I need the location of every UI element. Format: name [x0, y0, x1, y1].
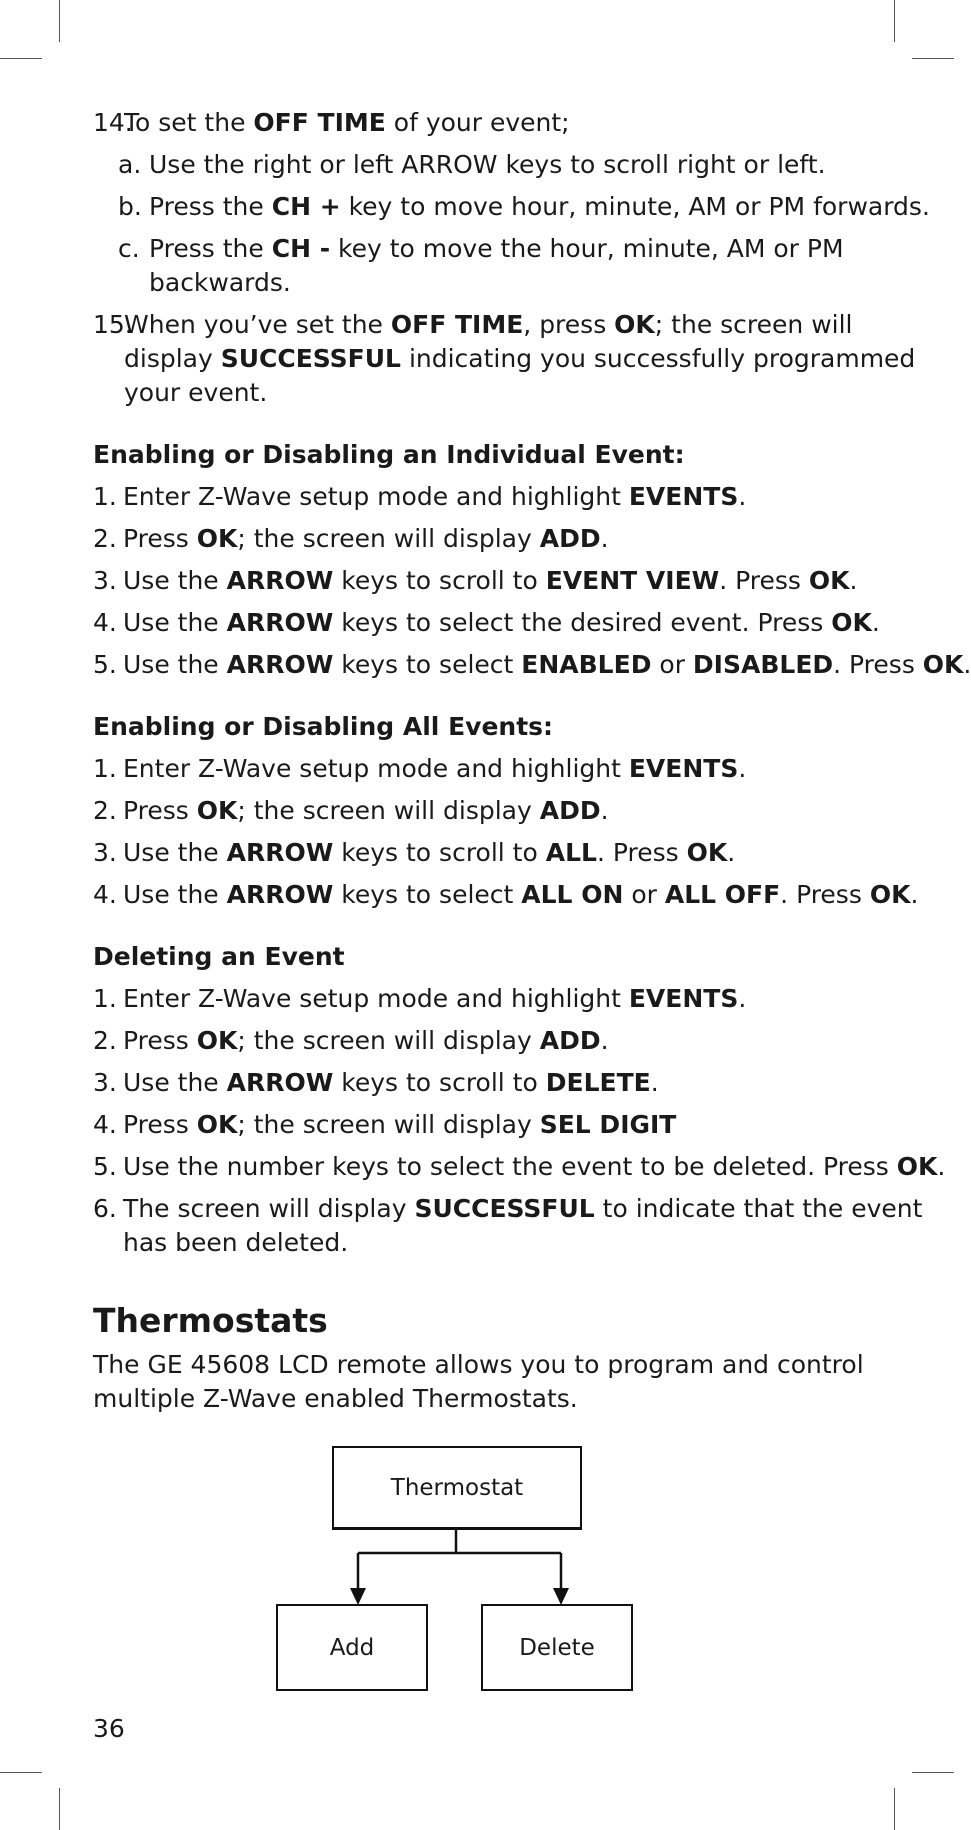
step-14b: b. Press the CH + key to move hour, minute, AM or PM forwards.: [118, 192, 930, 221]
step-14a: a. Use the right or left ARROW keys to scroll right or left.: [118, 150, 826, 179]
list-item: 1. Enter Z-Wave setup mode and highlight EVENTS.: [93, 984, 747, 1013]
step-14: 14. To set the OFF TIME of your event;: [93, 106, 893, 140]
diagram-node-delete: Delete: [481, 1604, 633, 1691]
diagram-node-thermostat: Thermostat: [332, 1446, 582, 1530]
diagram-node-add: Add: [276, 1604, 428, 1691]
section-heading: Deleting an Event: [93, 942, 345, 971]
list-item: 3. Use the ARROW keys to scroll to ALL. Press OK.: [93, 838, 736, 867]
list-item: 1. Enter Z-Wave setup mode and highlight EVENTS.: [93, 754, 747, 783]
step-15: 15. When you’ve set the OFF TIME, press OK; the screen will display SUCCESSFUL indicating you successfully programmed your event.: [93, 310, 916, 407]
list-item: 1. Enter Z-Wave setup mode and highlight EVENTS.: [93, 482, 747, 511]
list-item: 4. Use the ARROW keys to select ALL ON or ALL OFF. Press OK.: [93, 880, 919, 909]
list-item: 5. Use the number keys to select the event to be deleted. Press OK.: [93, 1152, 946, 1181]
list-item: 2. Press OK; the screen will display ADD.: [93, 524, 609, 553]
section-heading: Enabling or Disabling All Events:: [93, 712, 554, 741]
body-text: The GE 45608 LCD remote allows you to program and control: [93, 1350, 864, 1379]
list-item: 4. Press OK; the screen will display SEL DIGIT: [93, 1110, 677, 1139]
list-item: 3. Use the ARROW keys to scroll to EVENT VIEW. Press OK.: [93, 566, 858, 595]
step-number: 15.: [93, 310, 133, 339]
step-number: 14.: [93, 108, 133, 137]
list-item: 6. The screen will display SUCCESSFUL to indicate that the event has been deleted.: [93, 1194, 923, 1257]
list-item: 2. Press OK; the screen will display ADD.: [93, 796, 609, 825]
page-number: 36: [93, 1714, 125, 1743]
step-14c: c. Press the CH - key to move the hour, minute, AM or PM backwards.: [118, 234, 844, 297]
list-item: 2. Press OK; the screen will display ADD.: [93, 1026, 609, 1055]
section-heading: Enabling or Disabling an Individual Event:: [93, 440, 685, 469]
list-item: 5. Use the ARROW keys to select ENABLED or DISABLED. Press OK.: [93, 650, 971, 679]
list-item: 4. Use the ARROW keys to select the desired event. Press OK.: [93, 608, 880, 637]
body-text: multiple Z-Wave enabled Thermostats.: [93, 1384, 578, 1413]
section-title: Thermostats: [93, 1301, 328, 1340]
list-item: 3. Use the ARROW keys to scroll to DELETE.: [93, 1068, 659, 1097]
